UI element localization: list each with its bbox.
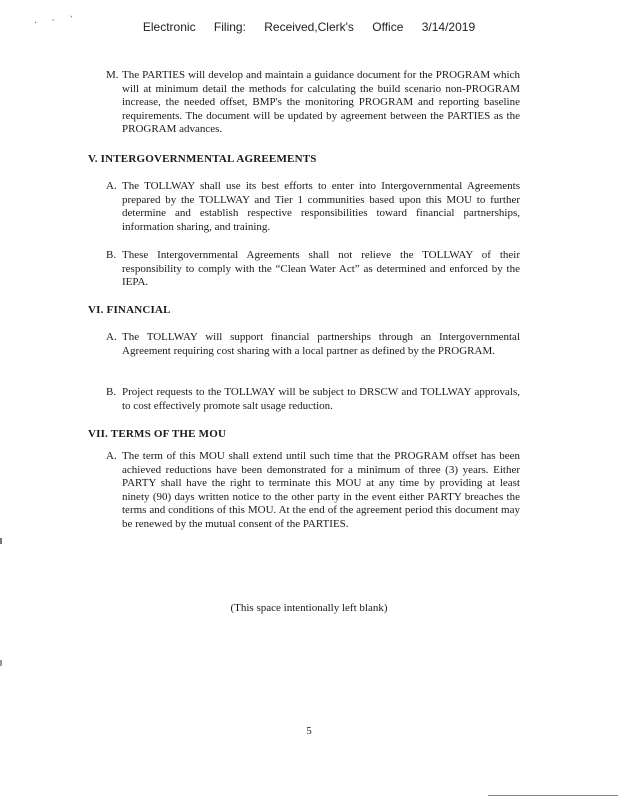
section-v-item-a-label: A. (106, 180, 117, 192)
section-v-item-b-text: These Intergovernmental Agreements shall not relieve the TOLLWAY of their responsibility to comply with the “Clean Water Act” as determined and enforced by the IEPA. (122, 249, 520, 289)
section-vii-heading: VII. TERMS OF THE MOU (88, 428, 227, 440)
header-office: Office (372, 20, 404, 34)
section-vii-item-a-text: The term of this MOU shall extend until such time that the PROGRAM offset has been achieved reductions have been demonstrated for a minimum of three (3) years. Either PARTY shall have the right to terminate this MOU at any time by providing at least ninety (90) days written notice to the other party in the event either PARTY breaches the terms and conditions of this MOU. At the end of the agreement period this document may be renewed by the mutual consent of the PARTIES. (122, 450, 520, 530)
paragraph-m-text: The PARTIES will develop and maintain a guidance document for the PROGRAM which will at minimum detail the methods for calculating the build scenario non-PROGRAM increase, the needed offset, BMP's the monitoring PROGRAM and reporting baseline requirements. The document will be updated by agreement between the PARTIES as the PROGRAM advances. (122, 69, 520, 136)
header-electronic: Electronic (142, 20, 196, 34)
scan-artifact-dots: . · ` (34, 16, 80, 26)
section-v-item-a (106, 180, 520, 234)
paragraph-m (106, 69, 520, 137)
scan-edge-mark-lower (0, 660, 2, 666)
section-v-item-a-text: The TOLLWAY shall use its best efforts to enter into Intergovernmental Agreements prepared by the TOLLWAY and Tier 1 communities based upon this MOU to further determine and establish respective responsibilities toward financial partnerships, information sharing, and training. (122, 180, 520, 233)
scan-edge-mark (0, 538, 2, 544)
header-filing: Filing: (213, 20, 246, 34)
section-vi-heading: VI. FINANCIAL (88, 304, 171, 316)
section-vii-item-a (106, 450, 520, 532)
section-v-item-b-label: B. (106, 249, 117, 261)
section-vi-item-b-label: B. (106, 386, 117, 398)
paragraph-m-label: M. (106, 69, 119, 81)
intentionally-blank-note: (This space intentionally left blank) (230, 602, 388, 614)
section-vi-item-a (106, 331, 520, 358)
section-vi-item-a-text: The TOLLWAY will support financial partnerships through an Intergovernmental Agreement requiring cost sharing with a local partner as defined by the PROGRAM. (122, 331, 520, 357)
section-v-heading: V. INTERGOVERNMENTAL AGREEMENTS (88, 153, 317, 165)
section-vi-item-b (106, 386, 520, 413)
header-received: Received,Clerk's (264, 20, 354, 34)
header-date: 3/14/2019 (421, 20, 476, 34)
section-vi-item-a-label: A. (106, 331, 117, 343)
scan-bottom-line (488, 795, 618, 796)
section-v-item-b (106, 249, 520, 290)
section-vi-item-b-text: Project requests to the TOLLWAY will be subject to DRSCW and TOLLWAY approvals, to cost effectively promote salt usage reduction. (122, 386, 520, 412)
page-number: 5 (306, 725, 312, 737)
filing-header (0, 20, 618, 34)
section-vii-item-a-label: A. (106, 450, 117, 462)
